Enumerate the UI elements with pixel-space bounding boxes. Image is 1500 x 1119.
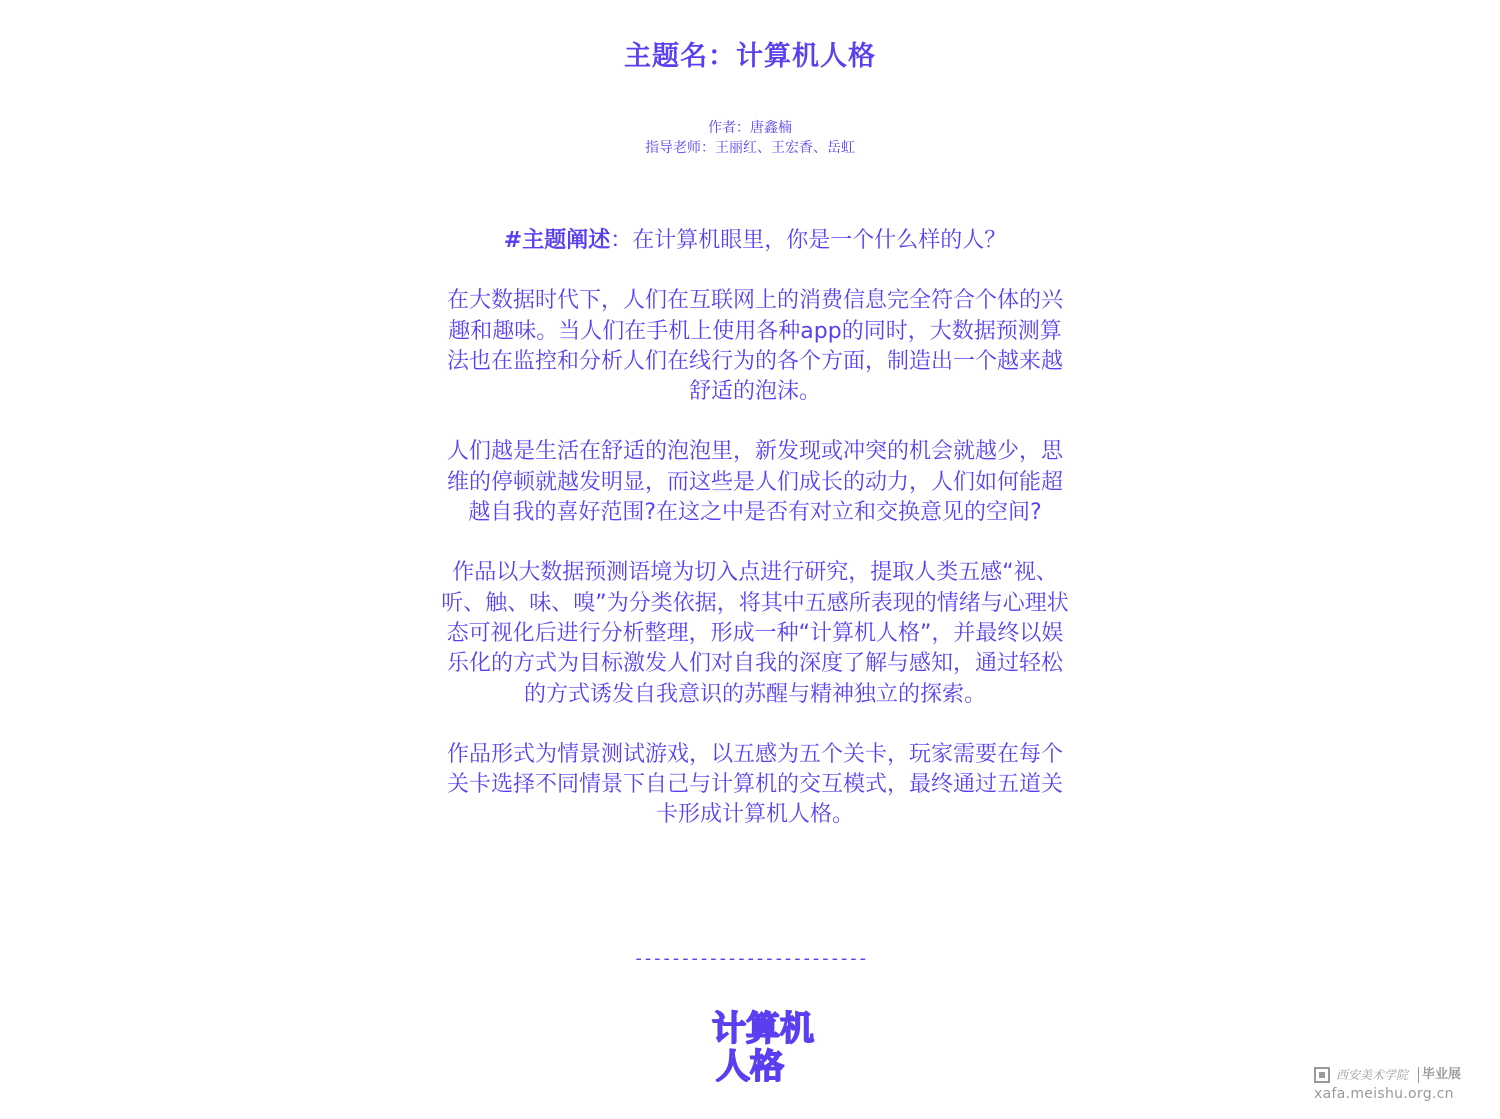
watermark-label: 毕业展 bbox=[1422, 1067, 1462, 1082]
project-logo-graphic bbox=[688, 1006, 838, 1082]
credits bbox=[0, 118, 1500, 158]
divider-line: ------------------------- bbox=[633, 948, 867, 969]
logo-line-1: 计算机 bbox=[712, 1009, 814, 1049]
statement-heading bbox=[440, 226, 1070, 256]
statement-heading-label: #主题阐述 bbox=[503, 228, 611, 253]
author-line: 作者：唐鑫楠 bbox=[708, 120, 792, 136]
watermark-separator bbox=[1418, 1067, 1419, 1083]
page-title: 主题名：计算机人格 bbox=[624, 41, 876, 72]
statement-paragraph-1: 在大数据时代下，人们在互联网上的消费信息完全符合个体的兴趣和趣味。当人们在手机上使用各种app的同时，大数据预测算法也在监控和分析人们在线行为的各个方面，制造出一个越来越舒适的泡沫。 bbox=[446, 288, 1063, 405]
watermark-url: xafa.meishu.org.cn bbox=[1314, 1086, 1454, 1102]
school-emblem-icon bbox=[1314, 1067, 1330, 1083]
statement-paragraph-2: 人们越是生活在舒适的泡泡里，新发现或冲突的机会就越少，思维的停顿就越发明显，而这些是人们成长的动力，人们如何能超越自我的喜好范围?在这之中是否有对立和交换意见的空间? bbox=[446, 439, 1063, 526]
watermark-school: 西安美术学院 bbox=[1336, 1068, 1409, 1082]
project-logo bbox=[688, 1006, 838, 1082]
site-watermark bbox=[1314, 1065, 1466, 1105]
statement-paragraph-3: 作品以大数据预测语境为切入点进行研究，提取人类五感“视、听、触、味、嗅”为分类依据，将其中五感所表现的情绪与心理状态可视化后进行分析整理，形成一种“计算机人格”，并最终以娱乐化的方式为目标激发人们对自我的深度了解与感知，通过轻松的方式诱发自我意识的苏醒与精神独立的探索。 bbox=[441, 560, 1069, 707]
statement-body bbox=[440, 226, 1070, 861]
statement-paragraph-4: 作品形式为情景测试游戏，以五感为五个关卡，玩家需要在每个关卡选择不同情景下自己与计算机的交互模式，最终通过五道关卡形成计算机人格。 bbox=[446, 741, 1063, 828]
advisors-line: 指导老师：王丽红、王宏香、岳虹 bbox=[645, 140, 855, 156]
statement-heading-question: ：在计算机眼里，你是一个什么样的人？ bbox=[610, 228, 1007, 253]
logo-line-2: 人格 bbox=[716, 1047, 784, 1082]
